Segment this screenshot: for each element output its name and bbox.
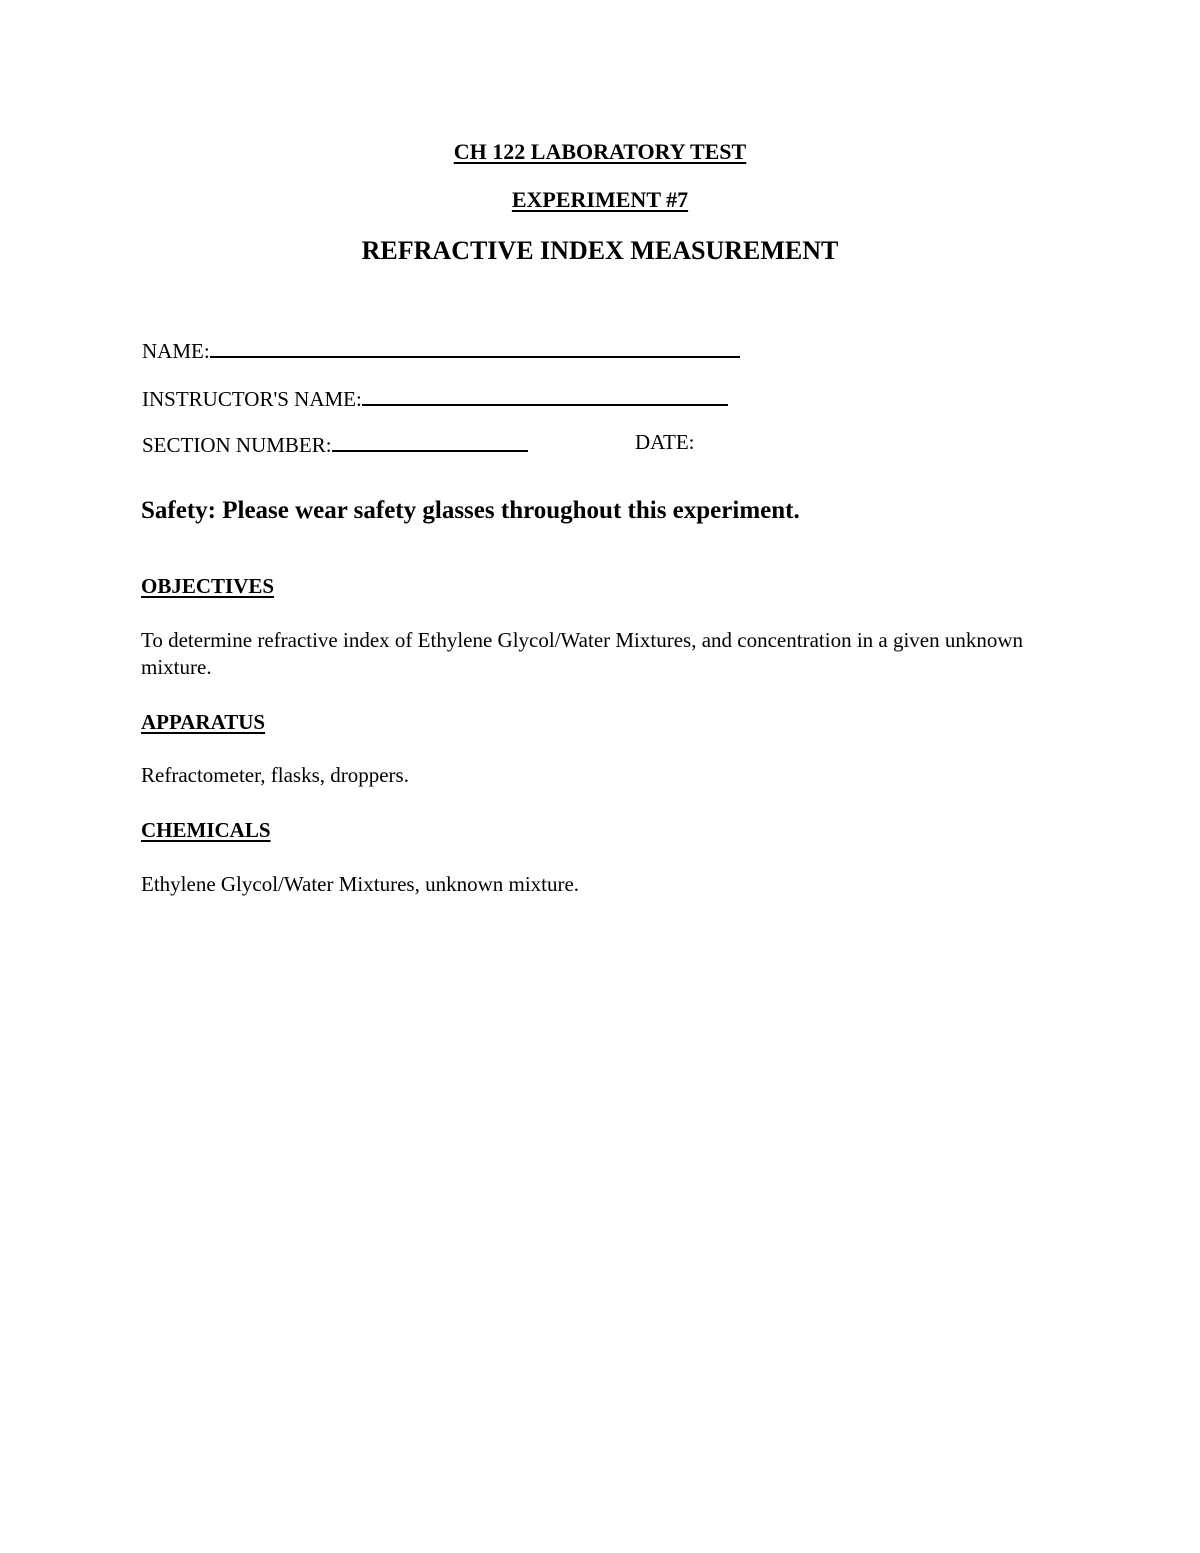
chemicals-heading: CHEMICALS [141, 818, 271, 842]
course-heading: CH 122 LABORATORY TEST [453, 139, 747, 164]
instructor-blank-line [362, 384, 728, 406]
name-label: NAME: [142, 339, 210, 363]
safety-notice: Safety: Please wear safety glasses throughout this experiment. [141, 497, 800, 524]
section-blank-line [332, 430, 528, 452]
name-field [142, 336, 740, 364]
objectives-heading: OBJECTIVES [141, 574, 275, 598]
apparatus-text: Refractometer, flasks, droppers. [141, 763, 409, 787]
document-title: REFRACTIVE INDEX MEASUREMENT [361, 236, 839, 265]
date-label: DATE: [635, 430, 695, 454]
instructor-label: INSTRUCTOR'S NAME: [142, 387, 362, 411]
instructor-field [142, 384, 728, 412]
experiment-heading: EXPERIMENT #7 [511, 187, 689, 212]
chemicals-text: Ethylene Glycol/Water Mixtures, unknown mixture. [141, 872, 580, 896]
name-blank-line [210, 336, 740, 358]
section-field [142, 430, 528, 458]
section-label: SECTION NUMBER: [142, 433, 332, 457]
objectives-text: To determine refractive index of Ethylene Glycol/Water Mixtures, and concentration in a given unknown mixture. [141, 628, 1024, 679]
apparatus-heading: APPARATUS [141, 710, 266, 734]
